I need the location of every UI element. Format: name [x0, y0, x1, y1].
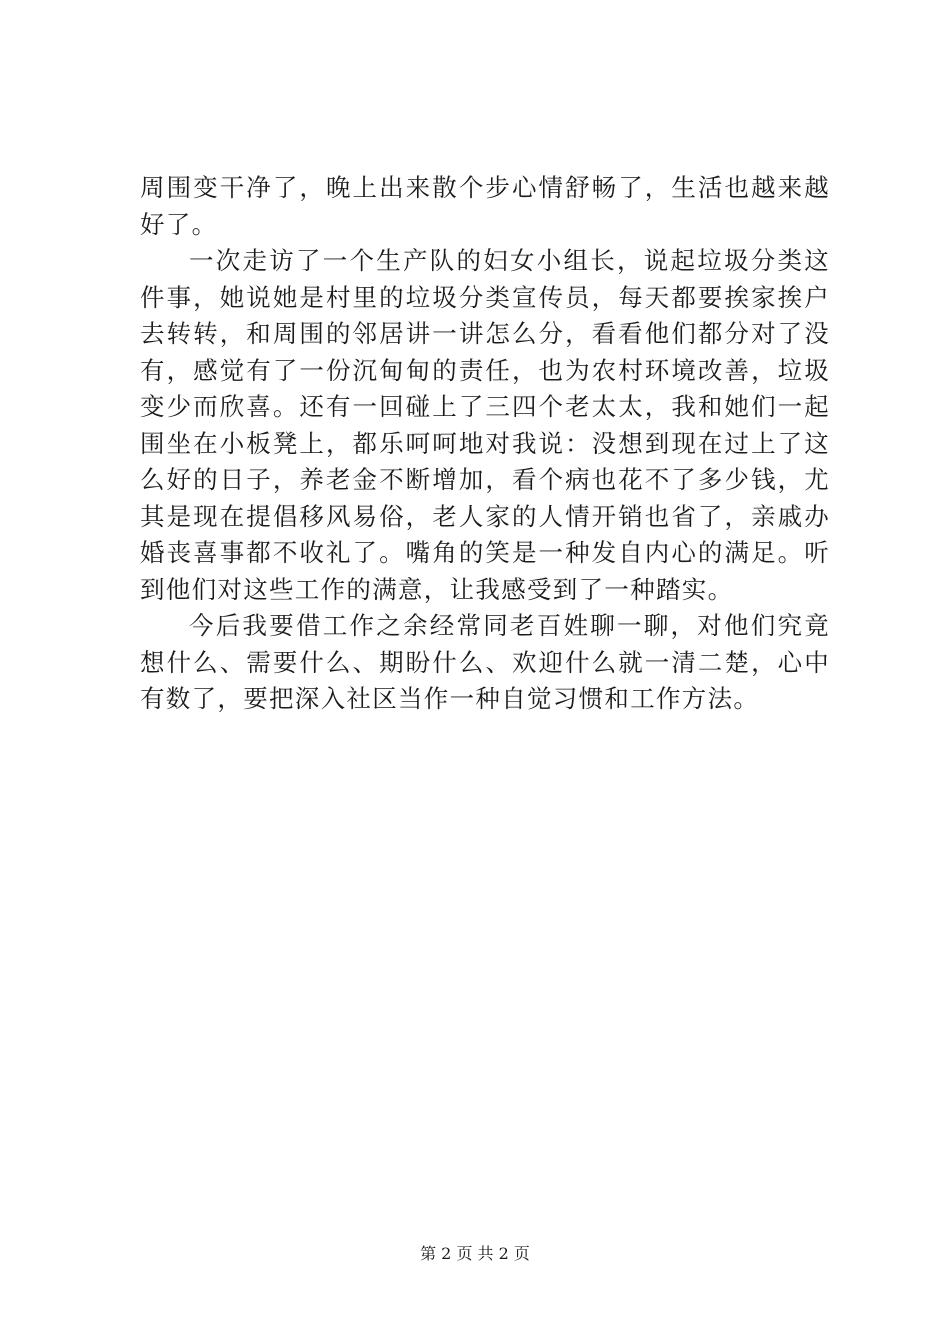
paragraph-1: 周围变干净了，晚上出来散个步心情舒畅了，生活也越来越好了。 — [140, 173, 830, 239]
paragraph-3: 今后我要借工作之余经常同老百姓聊一聊，对他们究竟想什么、需要什么、期盼什么、欢迎什么就一清二楚，心中有数了，要把深入社区当作一种自觉习惯和工作方法。 — [140, 611, 830, 713]
document-body — [140, 170, 830, 718]
page-number-label: 第 2 页 共 2 页 — [420, 1244, 530, 1263]
page-footer — [0, 1243, 950, 1265]
paragraph-2: 一次走访了一个生产队的妇女小组长，说起垃圾分类这件事，她说她是村里的垃圾分类宣传员，每天都要挨家挨户去转转，和周围的邻居讲一讲怎么分，看看他们都分对了没有，感觉有了一份沉甸甸的责任，也为农村环境改善，垃圾变少而欣喜。还有一回碰上了三四个老太太，我和她们一起围坐在小板凳上，都乐呵呵地对我说：没想到现在过上了这么好的日子，养老金不断增加，看个病也花不了多少钱，尤其是现在提倡移风易俗，老人家的人情开销也省了，亲戚办婚丧喜事都不收礼了。嘴角的笑是一种发自内心的满足。听到他们对这些工作的满意，让我感受到了一种踏实。 — [140, 246, 830, 604]
